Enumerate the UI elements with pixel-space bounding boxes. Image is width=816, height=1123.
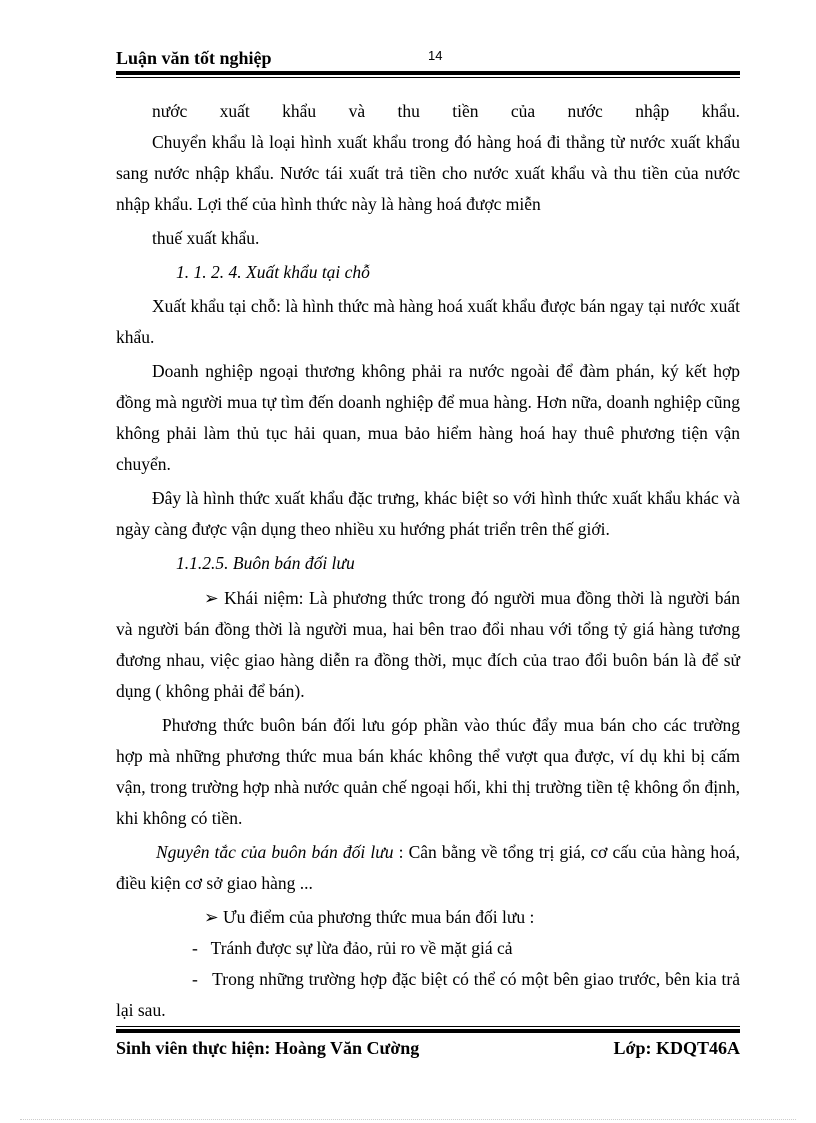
dash-marker: -	[192, 938, 198, 958]
section-heading: 1.1.2.5. Buôn bán đối lưu	[176, 553, 355, 573]
paragraph: Doanh nghiệp ngoại thương không phải ra nước ngoài để đàm phán, ký kết hợp đồng mà người mua tự tìm đến doanh nghiệp để mua hàng. Hơn nữa, doanh nghiệp cũng không phải làm thủ tục hải quan, mua bảo hiểm hàng hoá hay thuê phương tiện vận chuyển.	[116, 361, 740, 474]
footer-rule-thin	[116, 1026, 740, 1027]
arrow-bullet-icon: ➢	[204, 588, 219, 608]
paragraph: Xuất khẩu tại chỗ: là hình thức mà hàng hoá xuất khẩu được bán ngay tại nước xuất khẩu.	[116, 296, 740, 347]
footer-class: Lớp: KDQT46A	[613, 1038, 740, 1058]
page-edge-dots	[20, 1119, 796, 1120]
paragraph-text: Khái niệm: Là phương thức trong đó người mua đồng thời là người bán và người bán đồng thời là người mua, hai bên trao đổi nhau với tổng tỷ giá hàng tương đương nhau, việc giao hàng diễn ra đồng thời, mục đích của trao đổi buôn bán là để sử dụng ( không phải để bán).	[116, 588, 740, 701]
dash-marker: -	[192, 969, 198, 989]
arrow-bullet-icon: ➢	[204, 907, 219, 927]
paragraph	[116, 837, 740, 899]
italic-term: Nguyên tắc của buôn bán đối lưu	[156, 842, 394, 862]
paragraph: Đây là hình thức xuất khẩu đặc trưng, khác biệt so với hình thức xuất khẩu khác và ngày càng được vận dụng theo nhiều xu hướng phát triển trên thế giới.	[116, 488, 740, 539]
page-body	[116, 96, 740, 1029]
paragraph-text: Chuyển khẩu là loại hình xuất khẩu trong đó hàng hoá đi thẳng từ nước xuất khẩu sang nước nhập khẩu. Nước tái xuất trả tiền cho nước xuất khẩu và thu tiền của nước nhập khẩu. Lợi thế của hình thức này là hàng hoá được miễn	[116, 132, 740, 214]
paragraph	[116, 583, 740, 707]
dash-text: Tránh được sự lừa đảo, rủi ro về mặt giá cả	[210, 938, 513, 958]
paragraph-text: : Cân bằng về tổng trị giá, cơ cấu của hàng hoá, điều kiện cơ sở giao hàng ...	[116, 842, 740, 893]
bullet-text: Ưu điểm của phương thức mua bán đối lưu :	[223, 907, 535, 927]
dash-item	[116, 933, 740, 964]
header-rule-thick	[116, 71, 740, 75]
paragraph: nước xuất khẩu và thu tiền của nước nhập khẩu.	[152, 101, 740, 121]
paragraph: Phương thức buôn bán đối lưu góp phần vào thúc đẩy mua bán cho các trường hợp mà những phương thức mua bán khác không thể vượt qua được, ví dụ khi bị cấm vận, trong trường hợp nhà nước quản chế ngoại hối, khi thị trường tiền tệ không ổn định, khi không có tiền.	[116, 715, 740, 828]
page-number: 14	[428, 48, 443, 63]
section-heading: 1. 1. 2. 4. Xuất khẩu tại chỗ	[176, 262, 370, 282]
footer-student: Sinh viên thực hiện: Hoàng Văn Cường	[116, 1038, 420, 1058]
header-rule-thin	[116, 77, 740, 78]
paragraph: thuế xuất khẩu.	[152, 228, 260, 248]
footer-rule-thick	[116, 1029, 740, 1033]
bullet-item	[116, 902, 740, 933]
header-title: Luận văn tốt nghiệp	[116, 48, 272, 68]
dash-text: Trong những trường hợp đặc biệt có thể có một bên giao trước, bên kia trả lại sau.	[116, 969, 740, 1020]
dash-item	[116, 964, 740, 1026]
paragraph	[116, 127, 740, 220]
